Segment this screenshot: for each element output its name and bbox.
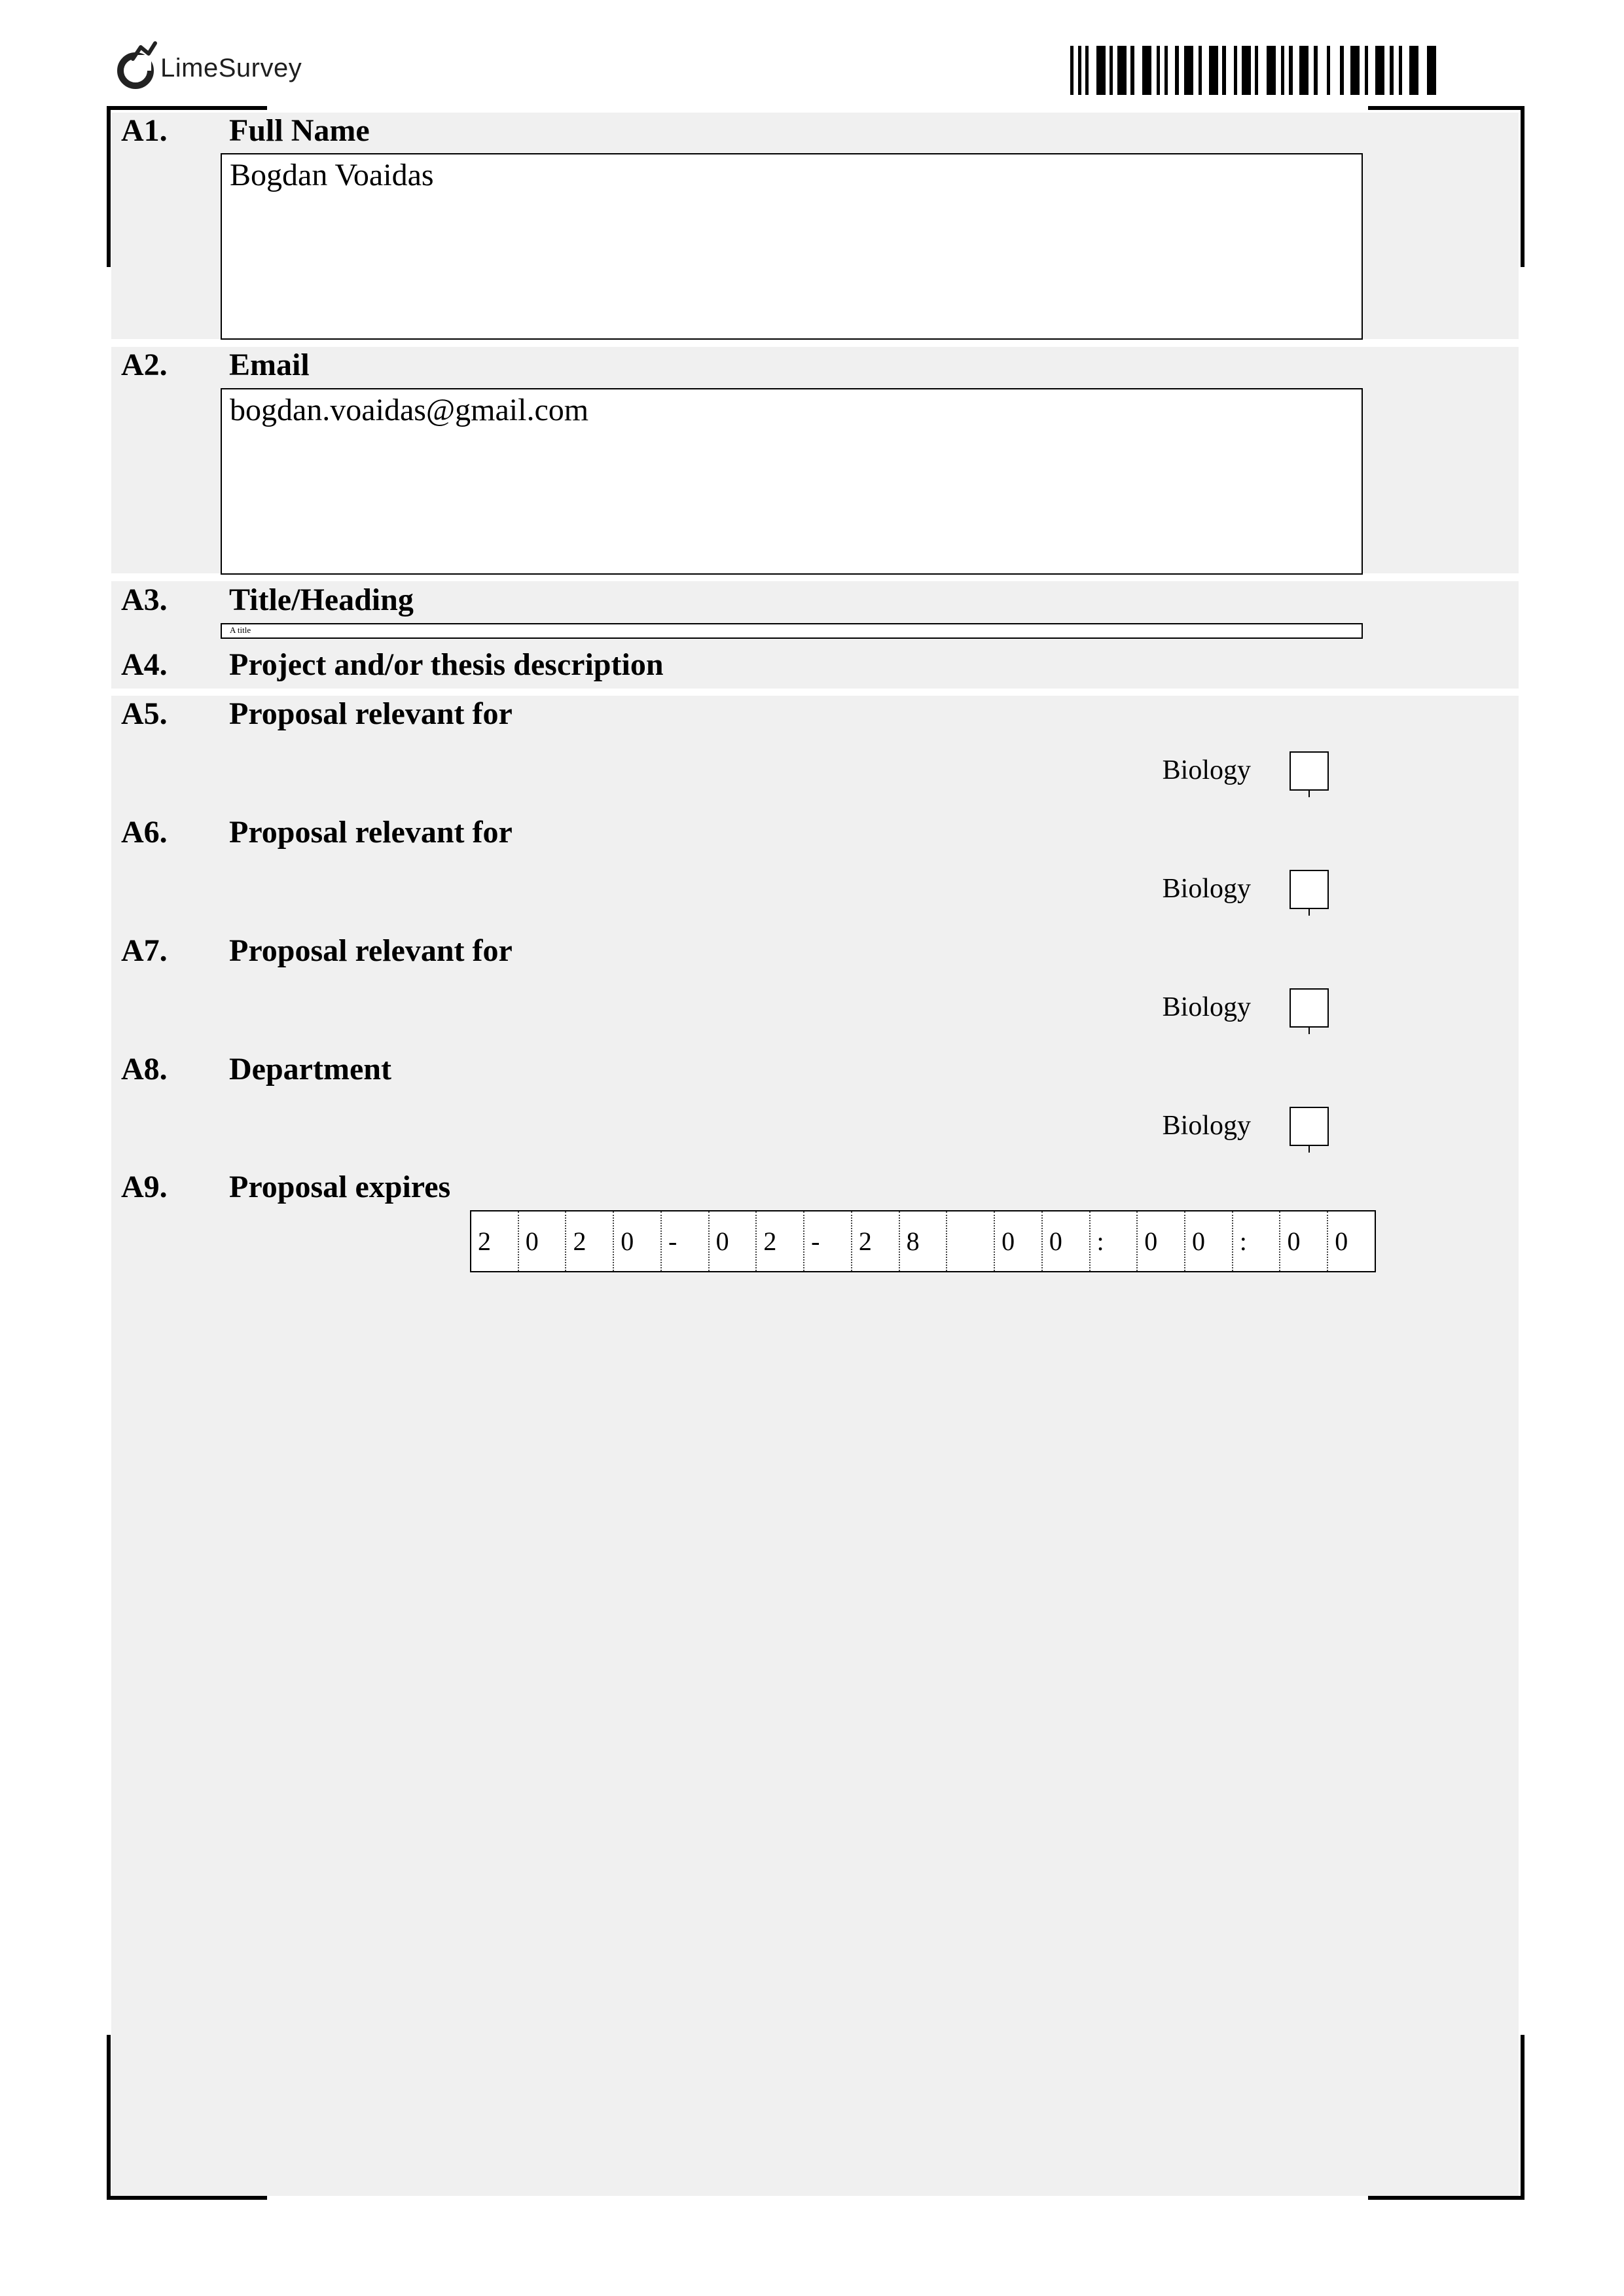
title-heading-value: A title (230, 625, 251, 635)
option-label-biology: Biology (1162, 874, 1251, 904)
full-name-field[interactable] (221, 153, 1363, 340)
date-char-cell: 0 (613, 1211, 660, 1271)
date-char-cell: 2 (851, 1211, 899, 1271)
question-title-department: Department (229, 1052, 391, 1086)
date-char-cell: 0 (1279, 1211, 1327, 1271)
date-char-cell: - (660, 1211, 708, 1271)
biology-checkbox[interactable] (1290, 870, 1329, 909)
date-char-cell: 0 (1184, 1211, 1232, 1271)
question-title-proposal-relevant: Proposal relevant for (229, 696, 513, 731)
date-char-cell: 0 (1136, 1211, 1184, 1271)
question-number-a6: A6. (121, 815, 168, 850)
date-char-cell: 0 (708, 1211, 756, 1271)
date-char-cell: 0 (994, 1211, 1041, 1271)
limesurvey-logo (115, 39, 324, 95)
option-label-biology: Biology (1162, 992, 1251, 1022)
logo-text: LimeSurvey (160, 54, 302, 82)
question-number-a8: A8. (121, 1052, 168, 1086)
question-title-email: Email (229, 348, 310, 382)
date-char-cell: - (803, 1211, 851, 1271)
biology-checkbox[interactable] (1290, 751, 1329, 791)
email-field[interactable] (221, 388, 1363, 575)
date-char-cell: 8 (899, 1211, 947, 1271)
question-title-project-description: Project and/or thesis description (229, 647, 664, 682)
barcode (1070, 46, 1450, 95)
question-number-a7: A7. (121, 933, 168, 968)
date-char-cell: 0 (518, 1211, 566, 1271)
question-title-proposal-relevant: Proposal relevant for (229, 815, 513, 850)
email-value: bogdan.voaidas@gmail.com (230, 393, 589, 427)
date-char-cell: 0 (1041, 1211, 1089, 1271)
date-char-cell (946, 1211, 994, 1271)
full-name-value: Bogdan Voaidas (230, 158, 434, 192)
expiry-date-field[interactable] (470, 1210, 1376, 1272)
date-char-cell: 2 (565, 1211, 613, 1271)
question-number-a1: A1. (121, 113, 168, 148)
section-a5-a9 (111, 696, 1519, 2196)
date-char-cell: 2 (478, 1227, 491, 1256)
date-char-cell: : (1089, 1211, 1137, 1271)
question-title-proposal-relevant: Proposal relevant for (229, 933, 513, 968)
date-char-cell: 0 (1327, 1211, 1375, 1271)
question-title-full-name: Full Name (229, 113, 370, 148)
date-char-cell: 2 (755, 1211, 803, 1271)
biology-checkbox[interactable] (1290, 1107, 1329, 1146)
biology-checkbox[interactable] (1290, 988, 1329, 1028)
question-number-a9: A9. (121, 1170, 168, 1204)
option-label-biology: Biology (1162, 755, 1251, 785)
question-number-a3: A3. (121, 583, 168, 617)
title-heading-field[interactable] (221, 623, 1363, 639)
limesurvey-logo-icon (115, 39, 160, 95)
date-char-cell: : (1232, 1211, 1280, 1271)
question-number-a5: A5. (121, 696, 168, 731)
question-number-a2: A2. (121, 348, 168, 382)
option-label-biology: Biology (1162, 1111, 1251, 1141)
question-title-heading: Title/Heading (229, 583, 414, 617)
question-number-a4: A4. (121, 647, 168, 682)
question-title-proposal-expires: Proposal expires (229, 1170, 451, 1204)
